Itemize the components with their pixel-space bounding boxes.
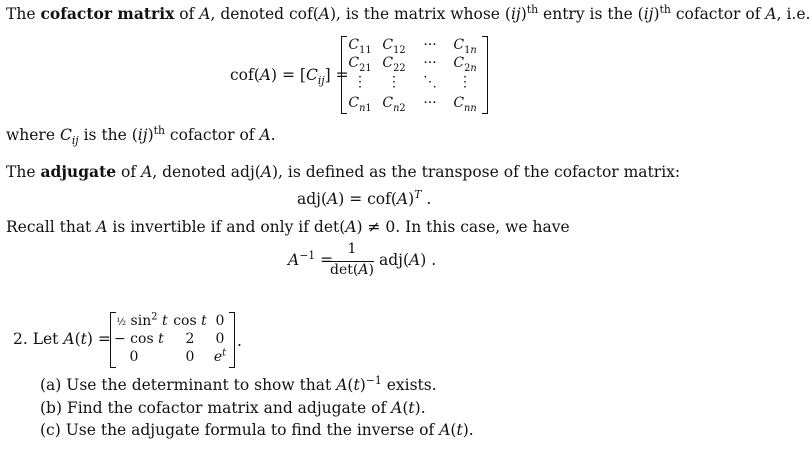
text-ie: , i.e. [776, 5, 810, 23]
matrix-cell: ··· [423, 37, 437, 53]
symbol-ij: ij [643, 5, 654, 23]
matrix-cell: ··· [423, 95, 437, 111]
term-adjugate: adjugate [40, 162, 117, 181]
text-of: of [179, 5, 195, 23]
adj-equation: $adj(A) = cof(A)^T$ . [297, 187, 432, 208]
cof-equation-lhs: $cof(A) = [C_{ij}]$ = [230, 66, 349, 88]
part-a: (a) Use the determinant to show that $A(t)^{-1}$ exists. [40, 373, 437, 394]
text-denoted: , denoted cof( [210, 5, 319, 23]
matrix-cell: 0 [185, 349, 195, 365]
symbol-A: A [318, 5, 330, 23]
text-the: The [6, 5, 36, 23]
matrix-cell: ½ $\sin^2 t$ [116, 311, 168, 329]
matrix-cell: $C_{21}$ [348, 55, 372, 74]
matrix-cell: $C_{11}$ [348, 37, 372, 56]
matrix-cell: cos t [173, 313, 207, 329]
adjugate-definition-line: The adjugate of A, denoted adj(A), is defined as the transpose of the cofactor matrix: [6, 162, 681, 181]
matrix-cell: $C_{2n}$ [453, 55, 477, 74]
text-matrix-whose: ), is the matrix whose ( [330, 5, 511, 23]
fraction-numerator: 1 [347, 241, 357, 257]
problem-2-label: 2. Let A(t) = [13, 330, 111, 348]
symbol-ij: ij [510, 5, 521, 23]
matrix-cell: $C_{12}$ [382, 37, 406, 56]
inverse-formula-rhs: adj(A) . [379, 251, 437, 269]
matrix-cell: ··· [423, 55, 437, 71]
sup-th: th [526, 2, 539, 16]
symbol-A: A [199, 5, 211, 23]
matrix-cell: 0 [215, 331, 225, 347]
text-cofactor-of: cofactor of [670, 5, 761, 23]
matrix-cell: 0 [129, 349, 139, 365]
matrix-cell: $C_{nn}$ [453, 95, 477, 114]
inverse-formula-lhs: $A^{-1}$ = [288, 248, 334, 269]
matrix-period: . [237, 332, 242, 350]
fraction-denominator: det(A) [330, 262, 374, 278]
symbol-A: A [765, 5, 777, 23]
where-line: where $C_{ij}$ is the (ij)$^{th}$ cofactor of A. [6, 123, 276, 148]
cofactor-definition-line: The cofactor matrix of A, denoted cof(A), is the matrix whose (ij)$^{th}$ entry is the (ij)$^{th}$ cofactor of A, i.e. [6, 2, 810, 23]
cofactor-matrix [341, 36, 488, 114]
part-b: (b) Find the cofactor matrix and adjugate of A(t). [40, 399, 426, 417]
matrix-cell: − cos t [114, 331, 164, 347]
matrix-cell: 2 [185, 331, 195, 347]
matrix-cell: $C_{n2}$ [382, 95, 406, 114]
matrix-cell: ⋮ [458, 74, 472, 90]
recall-line: Recall that A is invertible if and only if det(A) ≠ 0. In this case, we have [6, 218, 570, 236]
matrix-cell: $C_{n1}$ [348, 95, 372, 114]
matrix-cell: ⋮ [353, 74, 367, 90]
matrix-cell: ⋱ [423, 74, 437, 90]
text-entry: entry is the ( [538, 5, 644, 23]
matrix-cell: ⋮ [387, 74, 401, 90]
matrix-cell: $C_{1n}$ [453, 37, 477, 56]
matrix-cell: $e^t$ [213, 347, 227, 365]
term-cofactor-matrix: cofactor matrix [40, 4, 175, 23]
sup-th: th [659, 2, 671, 16]
part-c: (c) Use the adjugate formula to find the inverse of A(t). [40, 421, 474, 439]
matrix-cell: 0 [215, 313, 225, 329]
matrix-cell: $C_{22}$ [382, 55, 406, 74]
matrix-A-of-t [110, 312, 235, 368]
